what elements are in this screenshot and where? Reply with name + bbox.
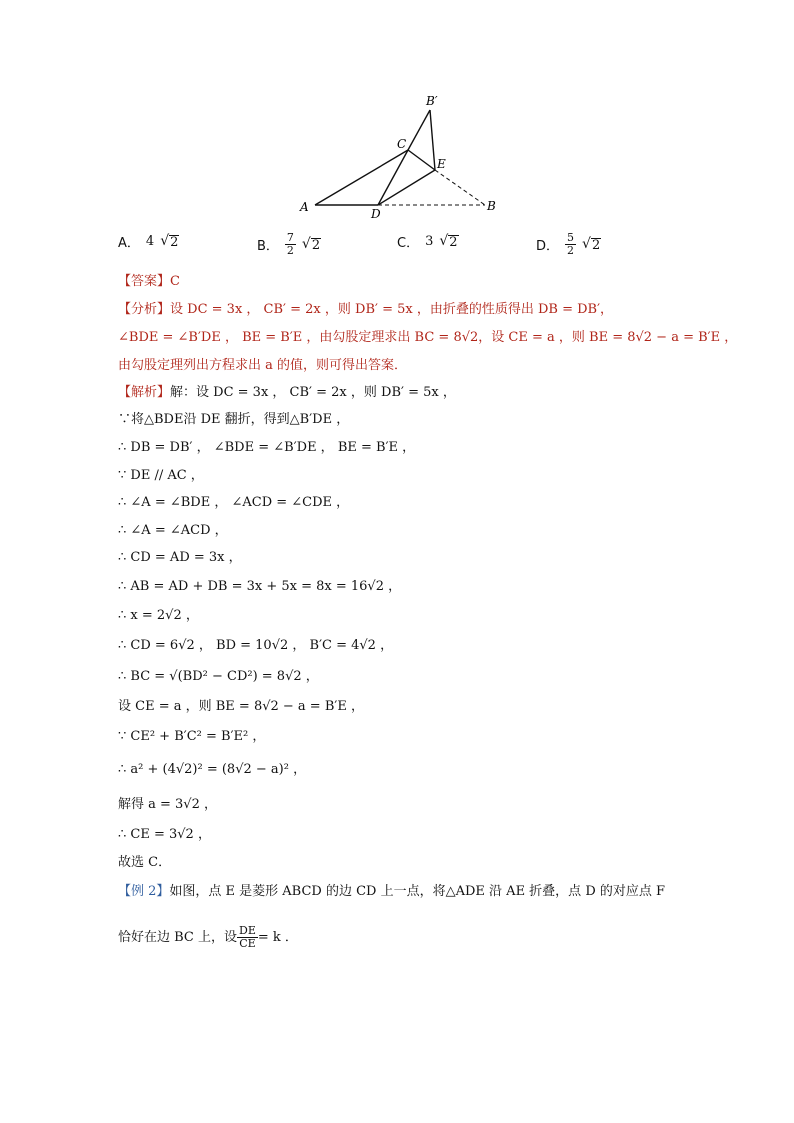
- segment-BprimeE: [430, 110, 435, 170]
- solution-line-1: ∵将△BDE沿 DE 翻折，得到△B′DE ，: [118, 412, 350, 427]
- segment-EB-dashed: [435, 170, 485, 205]
- sqrt: √ 2: [301, 236, 321, 253]
- solution-line-9: ∴ CD = 6√2 ， BD = 10√2 ， B′C = 4√2 ，: [118, 638, 394, 653]
- solution-line-13: ∴ a² + (4√2)² = (8√2 − a)² ，: [118, 762, 307, 777]
- analysis-line-2: ∠BDE = ∠B′DE ， BE = B′E ，由勾股定理求出 BC = 8√2，设 CE = a ，则 BE = 8√2 − a = B′E ，: [118, 330, 738, 345]
- solution-line-11: 设 CE = a ，则 BE = 8√2 − a = B′E ，: [118, 699, 364, 714]
- fraction: $\frac{7}{2}$: [286, 231, 294, 257]
- solution-line-4: ∴ ∠A = ∠BDE ， ∠ACD = ∠CDE ，: [118, 495, 350, 510]
- label-B: B: [487, 199, 496, 213]
- segment-DE: [378, 170, 435, 205]
- fraction-de-ce: $\frac{DE}{CE}$: [239, 924, 256, 950]
- solution-line-7: ∴ AB = AD + DB = 3x + 5x = 8x = 16√2 ，: [118, 579, 402, 594]
- answer-tag: 【答案】: [118, 274, 171, 289]
- solution-line-8: ∴ x = 2√2 ，: [118, 608, 199, 623]
- sqrt: √ 2: [582, 236, 601, 253]
- solution-line-0: 【解析】解：设 DC = 3x ， CB′ = 2x ，则 DB′ = 5x ，: [118, 385, 456, 400]
- option-label: D．: [536, 239, 560, 254]
- option-label: A．: [118, 236, 140, 251]
- sqrt: √ 2: [160, 233, 179, 250]
- solution-line-12: ∵ CE² + B′C² = B′E² ，: [118, 729, 266, 744]
- fraction: $\frac{5}{2}$: [567, 231, 575, 257]
- label-D: D: [371, 207, 381, 220]
- answer-line: [118, 272, 180, 292]
- analysis-tag: 【分析】: [118, 302, 171, 317]
- solution-line-2: ∴ DB = DB′ ， ∠BDE = ∠B′DE ， BE = B′E ，: [118, 440, 416, 455]
- option-label: B．: [257, 239, 279, 254]
- label-Bprime: B′: [426, 94, 438, 108]
- example-2-line-1: 【例 2】如图，点 E 是菱形 ABCD 的边 CD 上一点，将△ADE 沿 AE 折叠，点 D 的对应点 F: [118, 884, 666, 899]
- example-2-tag: 【例 2】: [118, 884, 170, 899]
- sqrt: √ 2: [439, 233, 458, 250]
- example-2-line-2: 恰好在边 BC 上，设 $\frac{DE}{CE}$ = k ．: [118, 924, 298, 950]
- solution-line-6: ∴ CD = AD = 3x ，: [118, 550, 242, 565]
- solution-line-14: 解得 a = 3√2 ，: [118, 797, 217, 812]
- option-label: C．: [397, 236, 420, 251]
- segment-CE: [408, 150, 435, 170]
- segment-AC: [315, 150, 408, 205]
- label-C: C: [397, 137, 407, 151]
- solution-line-5: ∴ ∠A = ∠ACD ，: [118, 523, 228, 538]
- solution-line-10: ∴ BC = √(BD² − CD²) = 8√2 ，: [118, 669, 319, 684]
- solution-line-16: 故选 C．: [118, 855, 172, 870]
- label-E: E: [437, 157, 446, 171]
- solution-line-15: ∴ CE = 3√2 ，: [118, 827, 211, 842]
- folding-triangle-figure: [290, 90, 510, 220]
- option-b: [257, 232, 321, 257]
- solution-line-3: ∵ DE // AC ，: [118, 468, 204, 483]
- option-c: C． 3 √ 2: [397, 233, 458, 251]
- solution-tag: 【解析】: [118, 385, 171, 400]
- label-A: A: [300, 200, 309, 214]
- analysis-line-3: 由勾股定理列出方程求出 a 的值，则可得出答案．: [118, 358, 408, 373]
- segment-CBprime: [408, 110, 430, 150]
- analysis-line-1: 【分析】设 DC = 3x ， CB′ = 2x ，则 DB′ = 5x ，由折叠的性质得出 DB = DB′，: [118, 302, 614, 317]
- answer-value: C: [170, 274, 180, 289]
- option-a: A． 4 √ 2: [118, 233, 179, 251]
- option-d: [536, 232, 601, 257]
